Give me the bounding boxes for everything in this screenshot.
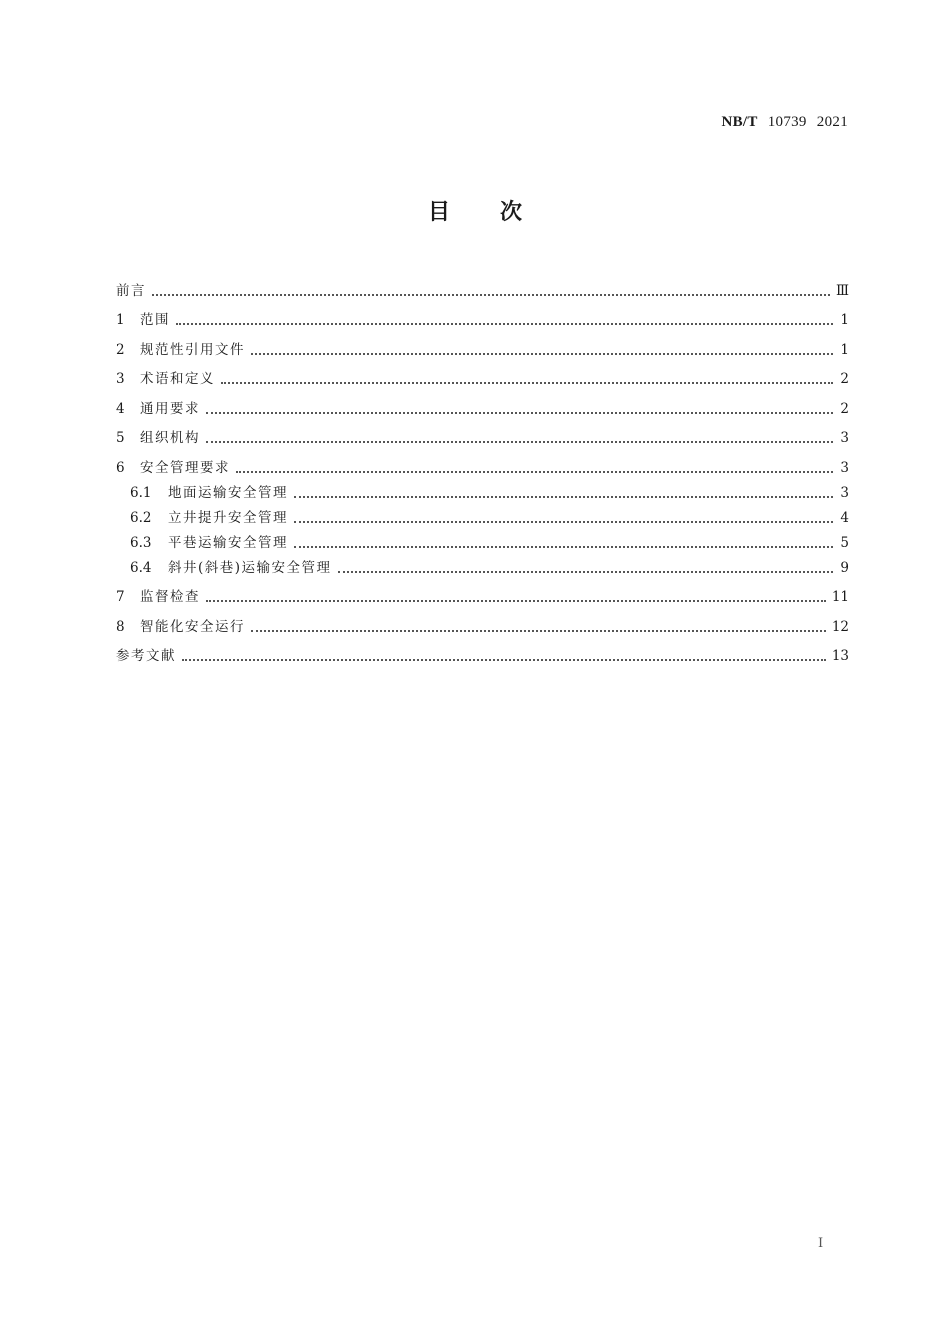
toc-entry-page: 2 <box>840 371 849 387</box>
toc-entry-number: 5 <box>116 430 125 446</box>
toc-entry-number: 4 <box>116 400 125 417</box>
toc-title: 目次 <box>427 200 572 225</box>
toc-dot-leader <box>236 471 833 473</box>
toc-dot-leader <box>251 630 826 632</box>
toc-entry-title: 规范性引用文件 <box>140 341 245 358</box>
toc-dot-leader <box>338 571 833 573</box>
toc-entry[interactable] <box>116 502 849 527</box>
toc-dot-leader <box>182 659 826 661</box>
toc-entry-title: 智能化安全运行 <box>140 618 245 635</box>
toc-entry-page: 4 <box>840 509 849 526</box>
toc-entry[interactable] <box>116 527 849 552</box>
toc-dot-leader <box>152 294 830 296</box>
toc-entry-page: 3 <box>840 430 849 446</box>
toc-entry-number: 3 <box>116 371 125 387</box>
toc-entry-title: 平巷运输安全管理 <box>168 534 288 551</box>
toc-entry-number: 6 <box>116 459 125 476</box>
toc-entry-number: 6.1 <box>130 484 152 501</box>
toc-entry-title: 安全管理要求 <box>140 459 230 476</box>
toc-entry[interactable] <box>116 418 849 448</box>
toc-entry-page: 13 <box>831 648 849 664</box>
toc-entry-title: 参考文献 <box>116 648 176 664</box>
toc-entry-title: 监督检查 <box>140 589 200 605</box>
toc-entry-number: 6.3 <box>130 534 152 551</box>
toc-entry-title: 术语和定义 <box>140 371 215 387</box>
page-number: I <box>818 1236 824 1251</box>
standard-number: 10739 <box>767 114 807 130</box>
toc-entry-number: 2 <box>116 341 125 358</box>
toc-entry-title: 组织机构 <box>140 430 200 446</box>
toc-entry[interactable] <box>116 552 849 577</box>
toc-entry-number: 1 <box>116 312 125 328</box>
toc-entry-title: 前言 <box>116 282 146 299</box>
toc-entry[interactable] <box>116 329 849 359</box>
toc-entry-page: 5 <box>840 534 849 551</box>
standard-year: 2021 <box>816 114 848 130</box>
document-header <box>721 114 848 131</box>
toc-entry[interactable] <box>116 270 849 300</box>
toc-entry-page: 11 <box>831 589 849 605</box>
toc-entry-title: 通用要求 <box>140 400 200 417</box>
toc-dot-leader <box>294 546 833 548</box>
table-of-contents <box>116 270 849 665</box>
toc-entry-number: 8 <box>116 618 125 635</box>
toc-dot-leader <box>176 323 833 325</box>
toc-entry-number: 6.4 <box>130 559 152 576</box>
toc-dot-leader <box>294 521 833 523</box>
toc-dot-leader <box>251 353 833 355</box>
toc-entry-page: 3 <box>840 484 849 501</box>
toc-entry-number: 6.2 <box>130 509 152 526</box>
toc-entry[interactable] <box>116 636 849 666</box>
toc-entry[interactable] <box>116 606 849 636</box>
toc-entry-page: 3 <box>840 459 849 476</box>
toc-entry-page: Ⅲ <box>835 282 849 299</box>
toc-dot-leader <box>221 382 833 384</box>
toc-entry-page: 2 <box>840 400 849 417</box>
toc-entry-title: 地面运输安全管理 <box>168 484 288 501</box>
toc-entry[interactable] <box>116 300 849 330</box>
toc-entry[interactable] <box>116 477 849 502</box>
toc-entry-page: 9 <box>840 559 849 576</box>
toc-dot-leader <box>206 441 833 443</box>
toc-dot-leader <box>206 412 833 414</box>
toc-entry[interactable] <box>116 447 849 477</box>
toc-entry-title: 斜井(斜巷)运输安全管理 <box>168 559 332 576</box>
toc-entry-page: 1 <box>840 312 849 328</box>
toc-entry-title: 范围 <box>140 312 170 328</box>
toc-entry[interactable] <box>116 577 849 607</box>
toc-entry-number: 7 <box>116 589 125 605</box>
toc-entry-title: 立井提升安全管理 <box>168 509 288 526</box>
toc-entry-page: 12 <box>831 618 849 635</box>
toc-entry[interactable] <box>116 388 849 418</box>
toc-dot-leader <box>294 496 833 498</box>
standard-code: NB/T <box>721 114 758 130</box>
toc-entry[interactable] <box>116 359 849 389</box>
toc-entry-page: 1 <box>840 341 849 358</box>
toc-dot-leader <box>206 600 826 602</box>
